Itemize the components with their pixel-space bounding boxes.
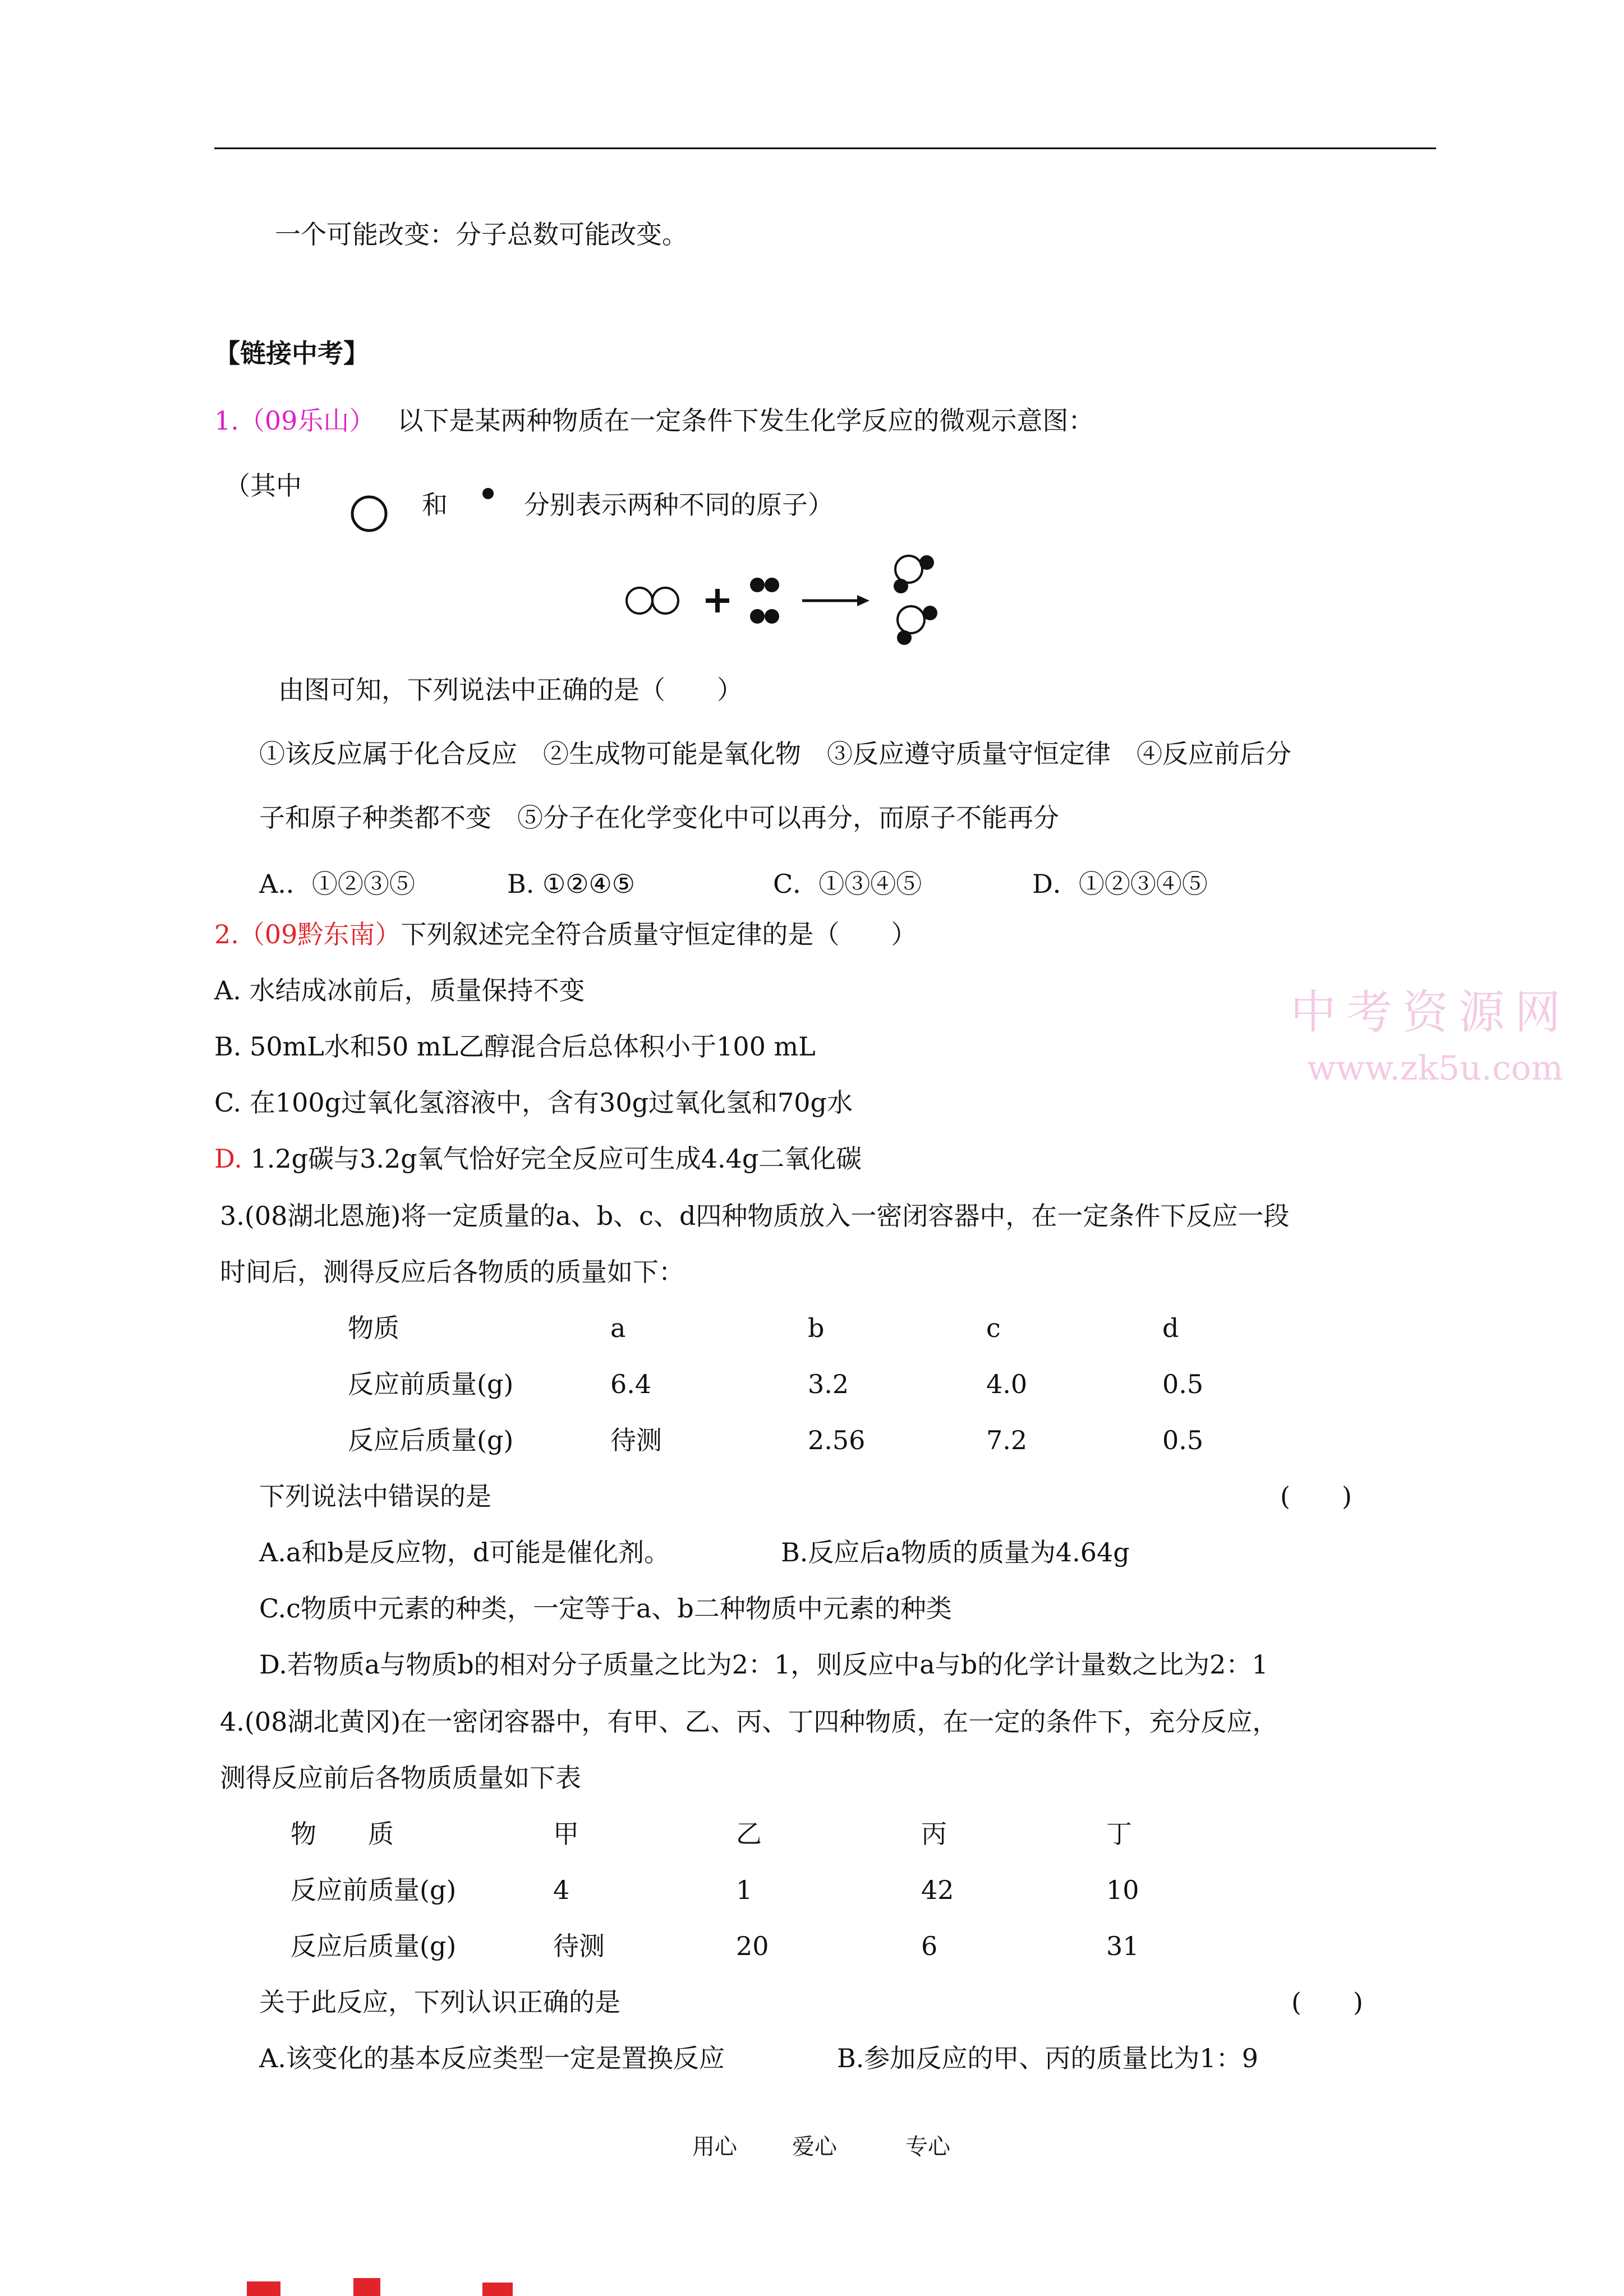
watermark-url: www.zk5u.com bbox=[1307, 1049, 1563, 1088]
q3-table-cell: 物质 bbox=[348, 1313, 399, 1343]
header-rule bbox=[214, 147, 1436, 149]
q3-table-cell: a bbox=[610, 1313, 626, 1343]
q2-option-d bbox=[214, 1142, 862, 1175]
q1-header bbox=[214, 404, 1094, 437]
q3-stem-line2: 时间后，测得反应后各物质的质量如下： bbox=[220, 1257, 684, 1287]
q1-legend-suffix: 分别表示两种不同的原子） bbox=[524, 490, 834, 520]
q4-table-cell: 31 bbox=[1106, 1931, 1139, 1961]
q1-option-d: D．①②③④⑤ bbox=[1032, 869, 1208, 899]
product-molecule-1 bbox=[894, 555, 934, 593]
top-line: 一个可能改变：分子总数可能改变。 bbox=[275, 219, 688, 250]
q3-table-cell: 反应前质量(g) bbox=[348, 1369, 514, 1399]
footer-text-3: 专心 bbox=[905, 2134, 950, 2160]
q4-table-cell: 甲 bbox=[553, 1819, 579, 1849]
red-bleed-mark bbox=[353, 2278, 380, 2296]
q4-table-cell: 1 bbox=[736, 1875, 753, 1905]
footer-text-1: 用心 bbox=[692, 2134, 737, 2160]
q3-table-cell: 6.4 bbox=[610, 1369, 652, 1399]
q3-option-d: D.若物质a与物质b的相对分子质量之比为2：1，则反应中a与b的化学计量数之比为2：1 bbox=[259, 1649, 1268, 1680]
q3-table-cell: d bbox=[1162, 1313, 1179, 1343]
reactant-black-molecules bbox=[750, 578, 779, 624]
q4-table-cell: 反应前质量(g) bbox=[291, 1875, 457, 1905]
q4-table-cell: 10 bbox=[1106, 1875, 1139, 1905]
watermark-title: 中考资源网 bbox=[1290, 986, 1571, 1039]
q3-stem-line1: 3.(08湖北恩施)将一定质量的a、b、c、d四种物质放入一密闭容器中，在一定条件下反应一段 bbox=[220, 1201, 1290, 1231]
product-molecule-2 bbox=[897, 606, 937, 645]
q4-stem-line1: 4.(08湖北黄冈)在一密闭容器中，有甲、乙、丙、丁四种物质，在一定的条件下，充分反应， bbox=[220, 1707, 1278, 1737]
q2-option-d-letter: D. bbox=[214, 1144, 242, 1174]
q3-table-cell: c bbox=[986, 1313, 1001, 1343]
q3-option-b: B.反应后a物质的质量为4.64g bbox=[781, 1537, 1130, 1567]
q1-statements-line2: 子和原子种类都不变 ⑤分子在化学变化中可以再分，而原子不能再分 bbox=[259, 803, 1059, 833]
q1-legend-prefix: （其中 bbox=[224, 471, 302, 501]
q1-option-c: C．①③④⑤ bbox=[773, 869, 922, 899]
q4-table-cell: 20 bbox=[736, 1931, 769, 1961]
q3-option-c: C.c物质中元素的种类，一定等于a、b二种物质中元素的种类 bbox=[259, 1593, 952, 1624]
q4-option-b: B.参加反应的甲、丙的质量比为1：9 bbox=[837, 2043, 1258, 2073]
q4-table-cell: 物 质 bbox=[291, 1819, 394, 1849]
black-atom-icon bbox=[480, 486, 496, 501]
q4-table-cell: 6 bbox=[921, 1931, 938, 1961]
q4-table-cell: 42 bbox=[921, 1875, 954, 1905]
q1-option-a: A.．①②③⑤ bbox=[259, 869, 415, 899]
q3-table-cell: 3.2 bbox=[808, 1369, 849, 1399]
q3-table-cell: 7.2 bbox=[986, 1425, 1028, 1455]
q4-option-a: A.该变化的基本反应类型一定是置换反应 bbox=[259, 2043, 725, 2073]
q3-table-cell: 0.5 bbox=[1162, 1369, 1204, 1399]
q1-option-b: B. ①②④⑤ bbox=[507, 869, 636, 899]
q2-option-d-text: 1.2g碳与3.2g氧气恰好完全反应可生成4.4g二氧化碳 bbox=[242, 1144, 862, 1174]
q1-lead: 由图可知，下列说法中正确的是（ ） bbox=[278, 675, 743, 705]
q4-table-cell: 乙 bbox=[736, 1819, 762, 1849]
reaction-arrow bbox=[802, 595, 869, 606]
q4-stem-line2: 测得反应前后各物质质量如下表 bbox=[220, 1763, 581, 1793]
q1-legend-and: 和 bbox=[422, 490, 448, 520]
red-bleed-mark bbox=[247, 2281, 280, 2296]
q2-stem: 下列叙述完全符合质量守恒定律的是（ ） bbox=[401, 919, 917, 949]
q4-answer-paren: ( ) bbox=[1291, 1987, 1363, 2017]
q2-option-b: B. 50mL水和50 mL乙醇混合后总体积小于100 mL bbox=[214, 1031, 816, 1062]
footer-text-2: 爱心 bbox=[792, 2134, 837, 2160]
q3-answer-paren: ( ) bbox=[1280, 1481, 1352, 1511]
q3-table-cell: 反应后质量(g) bbox=[348, 1425, 514, 1455]
q3-table-cell: b bbox=[808, 1313, 825, 1343]
q1-statements-line1: ①该反应属于化合反应 ②生成物可能是氧化物 ③反应遵守质量守恒定律 ④反应前后分 bbox=[259, 739, 1291, 769]
q1-source: 1.（09乐山） bbox=[214, 405, 375, 436]
q4-table-cell: 待测 bbox=[553, 1931, 605, 1961]
q4-table-cell: 4 bbox=[553, 1875, 570, 1905]
q4-table-cell: 丁 bbox=[1106, 1819, 1132, 1849]
q4-table-cell: 丙 bbox=[921, 1819, 947, 1849]
q2-header bbox=[214, 918, 917, 951]
q2-option-a: A. 水结成冰前后，质量保持不变 bbox=[214, 975, 585, 1006]
q3-option-a: A.a和b是反应物，d可能是催化剂。 bbox=[259, 1537, 670, 1567]
q3-table-cell: 0.5 bbox=[1162, 1425, 1204, 1455]
q2-source: 2.（09黔东南） bbox=[214, 919, 401, 949]
q3-ask: 下列说法中错误的是 bbox=[259, 1481, 491, 1511]
white-atom-icon bbox=[349, 494, 389, 534]
section-title: 【链接中考】 bbox=[214, 338, 369, 368]
red-bleed-mark bbox=[482, 2283, 513, 2296]
q4-table-cell: 反应后质量(g) bbox=[291, 1931, 457, 1961]
reaction-diagram bbox=[617, 547, 954, 659]
q3-table-cell: 待测 bbox=[610, 1425, 662, 1455]
plus-sign bbox=[706, 589, 729, 612]
q4-ask: 关于此反应，下列认识正确的是 bbox=[259, 1987, 620, 2017]
reactant-white-molecule bbox=[627, 588, 678, 614]
q3-table-cell: 2.56 bbox=[808, 1425, 866, 1455]
q1-stem: 以下是某两种物质在一定条件下发生化学反应的微观示意图： bbox=[397, 405, 1094, 436]
q2-option-c: C. 在100g过氧化氢溶液中，含有30g过氧化氢和70g水 bbox=[214, 1087, 853, 1118]
q3-table-cell: 4.0 bbox=[986, 1369, 1028, 1399]
